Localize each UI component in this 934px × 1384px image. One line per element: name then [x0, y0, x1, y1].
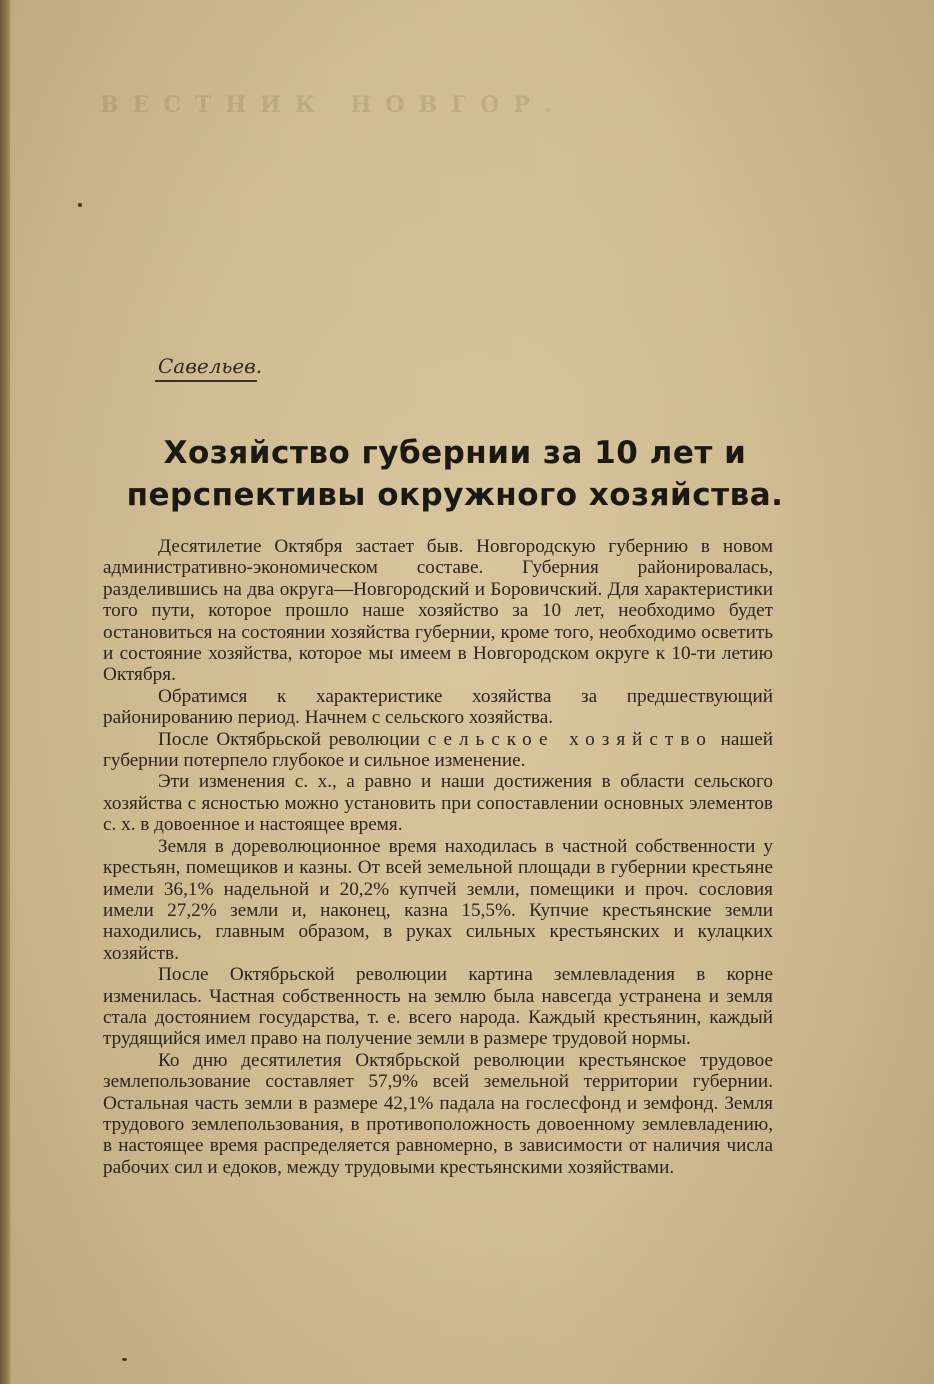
article-title: Хозяйство губернии за 10 лет и перспективы окружного хозяйства.: [126, 435, 784, 513]
article-body: [103, 536, 773, 1178]
ink-speck: [78, 203, 82, 207]
paragraph-6: После Октябрьской революции картина землевладения в корне изменилась. Частная собственность на землю была навсегда устранена и земля стала достоянием государства, т. е. всего народа. Каждый крестьянин, каждый трудящийся имел право на получение земли в размере трудовой нормы.: [103, 964, 773, 1050]
paragraph-2: Обратимся к характеристике хозяйства за предшествующий районированию период. Начнем с сельского хозяйства.: [103, 685, 773, 729]
book-spine-edge: [0, 0, 10, 1384]
paragraph-5: Земля в дореволюционное время находилась в частной собственности у крестьян, помещиков и казны. От всей земельной площади в губернии крестьяне имели 36,1% надельной и 20,2% купчей земли, помещики и проч. сословия имели 27,2% земли и, наконец, казна 15,5%. Купчие крестьянские земли находились, главным образом, в руках сильных крестьянских и кулацких хозяйств.: [103, 835, 773, 964]
paragraph-3: [103, 729, 773, 772]
paragraph-1: Десятилетие Октября застает быв. Новгородскую губернию в новом административно-экономическом составе. Губерния районировалась, разделившись на два округа—Новгородский и Боровичский. Для характеристики того пути, которое прошло наше хозяйство за 10 лет, необходимо будет остановиться на состоянии хозяйства губернии, кроме того, необходимо осветить и состояние хозяйства, которое мы имеем в Новгородском округе к 10-ти летию Октября.: [103, 536, 773, 686]
paragraph-3-emphasis: сельское хозяйство: [427, 728, 713, 750]
bleed-through-header: ВЕСТНИК НОВГОР.: [100, 92, 566, 118]
paragraph-7: Ко дню десятилетия Октябрьской революции крестьянское трудовое землепользование составляет 57,9% всей земельной территории губернии. Остальная часть земли в размере 42,1% падала на гослесфонд и земфонд. Земля трудового землепользования, в противоположность довоенному землевладению, в настоящее время распределяется равномерно, в зависимости от наличия числа рабочих сил и едоков, между трудовыми крестьянскими хозяйствами.: [103, 1049, 773, 1178]
ink-speck: [122, 1358, 127, 1361]
paragraph-3-lead: После Октябрьской революции: [158, 728, 428, 750]
author-underline: [155, 380, 257, 382]
paragraph-4: Эти изменения с. х., а равно и наши достижения в области сельского хозяйства с ясностью можно установить при сопоставлении основных элементов с. х. в довоенное и настоящее время.: [103, 771, 773, 836]
paragraph-3-tail: нашей губернии потерпело глубокое и сильное изменение.: [103, 728, 773, 772]
author-name: Савельев.: [158, 354, 263, 378]
